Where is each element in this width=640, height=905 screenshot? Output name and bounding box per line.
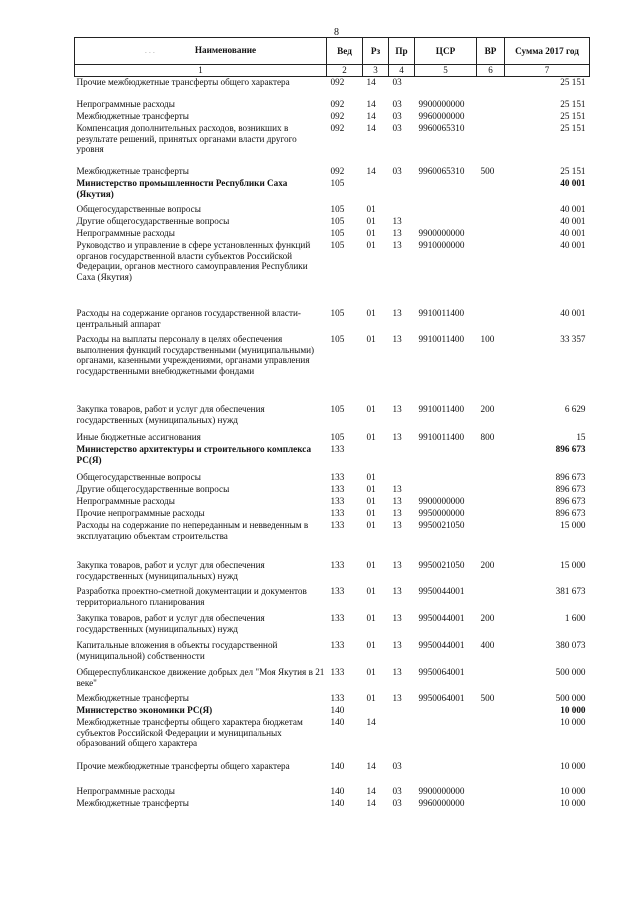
cell-rz: 14 [366, 111, 376, 121]
cell-sum: 25 151 [560, 111, 586, 121]
cell-ved: 133 [330, 613, 345, 623]
cell-sum: 896 673 [555, 508, 586, 518]
cell-vr [477, 586, 505, 613]
table-row [75, 667, 590, 693]
cell-sum: 40 001 [560, 308, 586, 318]
cell-csr [415, 204, 477, 216]
header-name-label: Наименование [194, 45, 257, 56]
cell-ved: 092 [330, 99, 345, 109]
cell-sum: 6 629 [564, 404, 586, 414]
cell-sum: 381 673 [555, 586, 586, 596]
cell-pr [389, 705, 415, 717]
header-name [75, 38, 327, 65]
cell-rz: 01 [366, 693, 376, 703]
cell-name: Расходы на содержание по непереданным и невведенным в эксплуатацию объектам строительства [76, 520, 309, 541]
table-row [75, 520, 590, 560]
cell-pr: 13 [392, 508, 402, 518]
cell-ved: 133 [330, 444, 345, 454]
table-row [75, 484, 590, 496]
cell-rz: 01 [366, 613, 376, 623]
cell-sum: 15 000 [560, 560, 586, 570]
cell-csr [415, 178, 477, 204]
cell-pr: 13 [392, 586, 402, 596]
cell-pr: 13 [392, 484, 402, 494]
table-row [75, 77, 590, 100]
table-row [75, 111, 590, 123]
cell-vr [477, 705, 505, 717]
cell-sum: 500 000 [555, 667, 586, 677]
cell-sum: 33 357 [560, 334, 586, 344]
cell-rz: 14 [366, 761, 376, 771]
cell-ved: 105 [330, 308, 345, 318]
cell-sum: 10 000 [560, 786, 586, 796]
table-row [75, 240, 590, 308]
cell-rz: 01 [366, 520, 376, 530]
cell-vr [477, 496, 505, 508]
cell-csr: 9960065310 [418, 166, 465, 176]
cell-ved: 105 [330, 334, 345, 344]
cell-name: Общегосударственные вопросы [76, 472, 201, 482]
cell-csr: 9910011400 [418, 432, 465, 442]
table-row [75, 404, 590, 432]
table-row [75, 334, 590, 404]
cell-csr [415, 472, 477, 484]
cell-csr [415, 77, 477, 100]
cell-ved: 133 [330, 560, 345, 570]
table-row [75, 717, 590, 761]
cell-csr: 9950021050 [418, 520, 465, 530]
cell-sum: 1 600 [564, 613, 586, 623]
column-number: 5 [415, 65, 477, 77]
cell-rz: 01 [366, 586, 376, 596]
table-row [75, 613, 590, 640]
cell-vr: 200 [480, 613, 495, 623]
cell-name: Другие общегосударственные вопросы [76, 484, 230, 494]
cell-ved: 133 [330, 508, 345, 518]
cell-csr: 9900000000 [418, 228, 465, 238]
cell-name: Непрограммные расходы [76, 496, 175, 506]
cell-pr [389, 444, 415, 472]
column-number: 3 [363, 65, 389, 77]
cell-sum: 896 673 [555, 496, 586, 506]
cell-ved: 133 [330, 667, 345, 677]
table-row [75, 693, 590, 705]
cell-rz: 01 [366, 508, 376, 518]
table-row [75, 586, 590, 613]
cell-sum: 40 001 [560, 178, 586, 188]
cell-pr: 13 [392, 613, 402, 623]
cell-ved: 133 [330, 586, 345, 596]
cell-rz: 01 [366, 308, 376, 318]
cell-sum: 25 151 [560, 166, 586, 176]
cell-pr: 13 [392, 640, 402, 650]
cell-ved: 140 [330, 717, 345, 727]
cell-rz: 01 [366, 334, 376, 344]
cell-csr: 9950044001 [418, 613, 465, 623]
cell-rz: 14 [366, 166, 376, 176]
cell-pr: 13 [392, 432, 402, 442]
cell-rz: 01 [366, 204, 376, 214]
cell-name: Межбюджетные трансферты общего характера бюджетам субъектов Российской Федерации и муниципальных образований общего характера [76, 717, 303, 748]
cell-ved: 140 [330, 705, 345, 715]
cell-sum: 40 001 [560, 240, 586, 250]
cell-ved: 092 [330, 123, 345, 133]
table-row [75, 786, 590, 798]
cell-rz [363, 444, 389, 472]
cell-name: Общегосударственные вопросы [76, 204, 201, 214]
cell-pr: 03 [392, 77, 402, 87]
cell-name: Непрограммные расходы [76, 99, 175, 109]
table-row [75, 178, 590, 204]
cell-sum: 10 000 [560, 761, 586, 771]
cell-vr: 200 [480, 404, 495, 414]
cell-ved: 133 [330, 472, 345, 482]
cell-ved: 133 [330, 496, 345, 506]
cell-name: Общереспубликанское движение добрых дел "Моя Якутия в 21 веке" [76, 667, 325, 688]
cell-vr [477, 77, 505, 100]
cell-csr: 9950064001 [418, 667, 465, 677]
cell-vr [477, 786, 505, 798]
cell-name: Непрограммные расходы [76, 786, 175, 796]
cell-rz: 01 [366, 216, 376, 226]
cell-csr: 9910011400 [418, 334, 465, 344]
header-vr: ВР [477, 38, 505, 65]
cell-sum: 25 151 [560, 123, 586, 133]
cell-ved: 105 [330, 204, 345, 214]
cell-pr: 03 [392, 166, 402, 176]
cell-vr [477, 484, 505, 496]
cell-name: Другие общегосударственные вопросы [76, 216, 230, 226]
cell-csr: 9910000000 [418, 240, 465, 250]
cell-rz: 01 [366, 472, 376, 482]
cell-rz: 01 [366, 432, 376, 442]
table-row [75, 216, 590, 228]
cell-rz: 01 [366, 667, 376, 677]
cell-ved: 140 [330, 798, 345, 808]
cell-pr [389, 178, 415, 204]
cell-sum: 25 151 [560, 99, 586, 109]
page-number: 8 [334, 27, 339, 38]
cell-name: Расходы на выплаты персоналу в целях обеспечения выполнения функций государственными (муниципальными) органами, казенными учреждениями, органами управления государственными внебюджетными фондами [76, 334, 315, 376]
table-row [75, 496, 590, 508]
cell-sum: 10 000 [560, 798, 586, 808]
cell-csr [415, 761, 477, 786]
cell-rz: 01 [366, 640, 376, 650]
table-row [75, 640, 590, 667]
cell-sum: 40 001 [560, 228, 586, 238]
cell-sum: 40 001 [560, 216, 586, 226]
cell-name: Закупка товаров, работ и услуг для обеспечения государственных (муниципальных) нужд [76, 613, 265, 634]
cell-ved: 092 [330, 77, 345, 87]
table-row [75, 204, 590, 216]
cell-pr: 03 [392, 111, 402, 121]
cell-name: Прочие непрограммные расходы [76, 508, 205, 518]
cell-pr: 13 [392, 404, 402, 414]
cell-vr [477, 508, 505, 520]
column-number: 1 [75, 65, 327, 77]
cell-csr [415, 444, 477, 472]
cell-csr: 9950044001 [418, 640, 465, 650]
table-row [75, 798, 590, 810]
table-row [75, 705, 590, 717]
cell-ved: 105 [330, 240, 345, 250]
cell-csr: 9910011400 [418, 308, 465, 318]
table-row [75, 123, 590, 166]
cell-ved: 092 [330, 111, 345, 121]
cell-sum: 896 673 [555, 444, 586, 454]
cell-name: Межбюджетные трансферты [76, 111, 189, 121]
cell-vr [477, 667, 505, 693]
cell-ved: 092 [330, 166, 345, 176]
cell-ved: 140 [330, 786, 345, 796]
cell-ved: 133 [330, 484, 345, 494]
cell-rz: 14 [366, 786, 376, 796]
cell-name: Межбюджетные трансферты [76, 798, 189, 808]
table-row [75, 444, 590, 472]
cell-vr [477, 204, 505, 216]
cell-rz: 01 [366, 240, 376, 250]
cell-csr: 9950000000 [418, 508, 465, 518]
cell-pr: 03 [392, 786, 402, 796]
table-row [75, 228, 590, 240]
cell-csr: 9900000000 [418, 786, 465, 796]
header-ved: Вед [327, 38, 363, 65]
cell-sum: 10 000 [560, 705, 586, 715]
cell-pr: 13 [392, 334, 402, 344]
cell-vr: 800 [480, 432, 495, 442]
cell-name: Министерство промышленности Республики Саха (Якутия) [76, 178, 288, 199]
cell-rz: 14 [366, 798, 376, 808]
header-rz: Рз [363, 38, 389, 65]
cell-csr: 9950064001 [418, 693, 465, 703]
cell-pr: 03 [392, 99, 402, 109]
cell-pr: 03 [392, 761, 402, 771]
cell-rz: 01 [366, 404, 376, 414]
column-number: 4 [389, 65, 415, 77]
cell-name: Закупка товаров, работ и услуг для обеспечения государственных (муниципальных) нужд [76, 560, 265, 581]
cell-pr: 03 [392, 123, 402, 133]
cell-vr [477, 228, 505, 240]
cell-rz [363, 705, 389, 717]
cell-vr: 100 [480, 334, 495, 344]
cell-name: Межбюджетные трансферты [76, 693, 189, 703]
cell-name: Прочие межбюджетные трансферты общего характера [76, 77, 290, 87]
cell-ved: 105 [330, 216, 345, 226]
cell-vr [477, 761, 505, 786]
cell-pr: 13 [392, 560, 402, 570]
column-number: 6 [477, 65, 505, 77]
cell-name: Прочие межбюджетные трансферты общего характера [76, 761, 290, 771]
cell-name: Разработка проектно-сметной документации и документов территориального планирования [76, 586, 307, 607]
column-number-row [75, 65, 590, 77]
cell-csr: 9960000000 [418, 111, 465, 121]
cell-sum: 15 [576, 432, 586, 442]
cell-csr: 9900000000 [418, 496, 465, 506]
cell-rz: 14 [366, 77, 376, 87]
table-row [75, 761, 590, 786]
cell-csr [415, 717, 477, 761]
cell-pr [389, 204, 415, 216]
table-row [75, 472, 590, 484]
cell-name: Расходы на содержание органов государственной власти- центральный аппарат [76, 308, 301, 329]
cell-csr [415, 216, 477, 228]
cell-pr: 03 [392, 798, 402, 808]
cell-vr [477, 123, 505, 166]
cell-vr [477, 798, 505, 810]
cell-vr: 500 [480, 166, 495, 176]
cell-ved: 140 [330, 761, 345, 771]
cell-rz [363, 178, 389, 204]
cell-ved: 105 [330, 432, 345, 442]
cell-vr [477, 520, 505, 560]
cell-vr [477, 444, 505, 472]
table-body [75, 77, 590, 811]
cell-vr [477, 111, 505, 123]
cell-pr: 13 [392, 667, 402, 677]
cell-pr: 13 [392, 308, 402, 318]
cell-rz: 14 [366, 717, 376, 727]
header-dots: . . . [144, 46, 155, 56]
cell-ved: 133 [330, 640, 345, 650]
cell-rz: 01 [366, 560, 376, 570]
cell-csr: 9950021050 [418, 560, 465, 570]
cell-vr [477, 472, 505, 484]
header-sum: Сумма 2017 год [505, 38, 590, 65]
cell-rz: 14 [366, 99, 376, 109]
cell-rz: 01 [366, 496, 376, 506]
cell-name: Межбюджетные трансферты [76, 166, 189, 176]
cell-pr: 13 [392, 228, 402, 238]
cell-csr: 9950044001 [418, 586, 465, 596]
table-row [75, 308, 590, 334]
cell-vr [477, 240, 505, 308]
table-row [75, 560, 590, 586]
cell-pr: 13 [392, 496, 402, 506]
header-pr: Пр [389, 38, 415, 65]
cell-sum: 896 673 [555, 472, 586, 482]
cell-pr: 13 [392, 216, 402, 226]
cell-vr: 400 [480, 640, 495, 650]
cell-name: Руководство и управление в сфере установленных функций органов государственной власти субъектов Российской Федерации, органов местного самоуправления Республики Саха (Якутия) [76, 240, 311, 282]
cell-name: Капитальные вложения в объекты государственной (муниципальной) собственности [76, 640, 278, 661]
cell-ved: 105 [330, 178, 345, 188]
cell-csr [415, 705, 477, 717]
cell-ved: 105 [330, 228, 345, 238]
cell-name: Министерство экономики РС(Я) [76, 705, 213, 715]
cell-rz: 01 [366, 228, 376, 238]
cell-ved: 133 [330, 693, 345, 703]
cell-csr [415, 484, 477, 496]
cell-rz: 01 [366, 484, 376, 494]
table-header-row [75, 38, 590, 65]
cell-sum: 896 673 [555, 484, 586, 494]
cell-name: Министерство архитектуры и строительного комплекса РС(Я) [76, 444, 312, 465]
budget-table [74, 37, 590, 810]
cell-vr [477, 178, 505, 204]
cell-vr: 200 [480, 560, 495, 570]
cell-csr: 9960065310 [418, 123, 465, 133]
cell-vr [477, 216, 505, 228]
cell-sum: 380 073 [555, 640, 586, 650]
cell-ved: 105 [330, 404, 345, 414]
cell-pr [389, 717, 415, 761]
cell-pr: 13 [392, 520, 402, 530]
column-number: 2 [327, 65, 363, 77]
cell-csr: 9910011400 [418, 404, 465, 414]
table-row [75, 99, 590, 111]
header-csr: ЦСР [415, 38, 477, 65]
cell-pr: 13 [392, 240, 402, 250]
cell-vr [477, 99, 505, 111]
table-row [75, 508, 590, 520]
cell-sum: 40 001 [560, 204, 586, 214]
cell-csr: 9960000000 [418, 798, 465, 808]
cell-name: Иные бюджетные ассигнования [76, 432, 201, 442]
cell-sum: 25 151 [560, 77, 586, 87]
cell-pr [389, 472, 415, 484]
cell-rz: 14 [366, 123, 376, 133]
cell-csr: 9900000000 [418, 99, 465, 109]
cell-vr [477, 717, 505, 761]
table-row [75, 166, 590, 178]
cell-ved: 133 [330, 520, 345, 530]
cell-sum: 10 000 [560, 717, 586, 727]
cell-sum: 15 000 [560, 520, 586, 530]
column-number: 7 [505, 65, 590, 77]
cell-name: Закупка товаров, работ и услуг для обеспечения государственных (муниципальных) нужд [76, 404, 265, 425]
cell-name: Компенсация дополнительных расходов, возникших в результате решений, принятых органами власти другого уровня [76, 123, 297, 154]
cell-name: Непрограммные расходы [76, 228, 175, 238]
cell-vr [477, 308, 505, 334]
cell-sum: 500 000 [555, 693, 586, 703]
cell-pr: 13 [392, 693, 402, 703]
table-row [75, 432, 590, 444]
cell-vr: 500 [480, 693, 495, 703]
